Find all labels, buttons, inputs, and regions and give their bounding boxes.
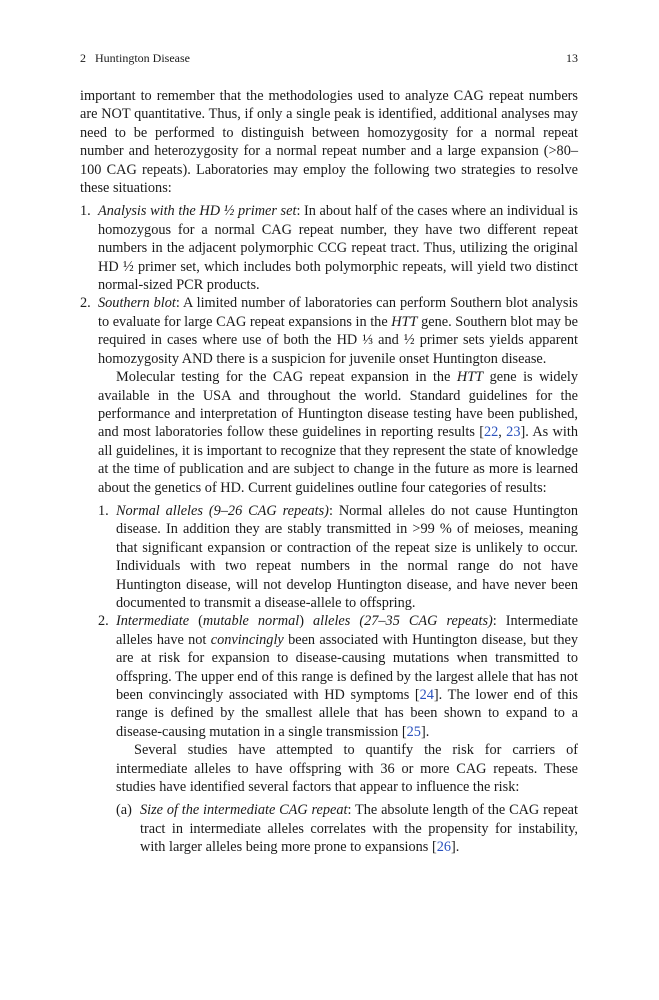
citation-link[interactable]: 23 [506,424,521,441]
list-marker: 1. [80,203,91,220]
strategy-text: : A limited number of laboratories can perform Southern blot analysis to evaluate for large CAG repeat expansions in the [98,295,578,330]
list-marker: (a) [116,802,132,819]
intro-paragraph: important to remember that the methodologies used to analyze CAG repeat numbers are NOT quantitative. Thus, if only a single peak is identified, additional analyses may need to be performed to distinguish between homozygosity for a normal repeat number and heterozygosity for a normal repeat number and a large expansion (>80–100 CAG repeats). Laboratories may employ the following two strategies to resolve these situations: [80,88,578,197]
citation-link[interactable]: 24 [419,687,434,703]
factor-title: Size of the intermediate CAG repeat [140,802,348,819]
body-text [80,87,578,857]
categories-list [80,502,578,741]
list-marker: 1. [98,502,109,519]
list-marker: 2. [98,613,109,630]
factor-item-a: (a) Size of the intermediate CAG repeat: The absolute length of the CAG repeat tract in intermediate alleles correlates with the propensity for instability, with larger alleles being more prone to expansions [26]. [116,802,578,856]
citation-link[interactable]: 26 [436,839,452,856]
category-item-1: 1. Normal alleles (9–26 CAG repeats): Normal alleles do not cause Huntington disease. In addition they are stably transmitted in >99 % of meioses, meaning that significant expansion or contraction of the repeat size is unlikely to occur. Individuals with two repeat numbers in the normal range do not have Huntington disease, will not develop Huntington disease, and have never been documented to transmit a disease-allele to offspring. [98,502,579,611]
molecular-paragraph: Molecular testing for the CAG repeat expansion in the HTT gene is widely available in the USA and throughout the world. Standard guidelines for the performance and interpretation of Huntington disease testing have been published, and most laboratories follow these guidelines in reporting results [22, 23]. As with all guidelines, it is important to recognize that they represent the state of knowledge at the time of publication and are subject to change in the future as more is learned about the genetics of HD. Current guidelines outline four categories of results: [98,369,578,496]
strategy-text: gene. Southern blot may be required in cases where use of both the HD ⅓ and ½ primer sets yields apparent homozygosity AND there is a suspicion for juvenile onset Huntington disease. [98,313,578,367]
strategy-item-1 [80,202,578,294]
strategy-item-2 [80,294,578,368]
category-item-2: 2. Intermediate (mutable normal) alleles (27–35 CAG repeats): Intermediate alleles have not convincingly been associated with Huntington disease, but they are at risk for expansion to disease-causing mutations when transmitted to offspring. The upper end of this range is defined by the largest allele that has not been convincingly associated with HD symptoms [24]. The lower end of this range is defined by the smallest allele that has been shown to expand to a disease-causing mutation in a single transmission [25]. [98,613,578,740]
gene-name: HTT [391,313,418,330]
category-title: Intermediate [116,613,190,630]
category-title: Normal alleles [116,502,203,519]
gene-name: HTT [456,369,484,386]
category-range: (27–35 CAG repeats) [359,613,493,630]
strategy-text: : In about half of the cases where an individual is homozygous for a normal CAG repeat number, they have two different repeat numbers in the adjacent polymorphic CCG repeat tract. Thus, utilizing the original HD ½ primer set, which includes both polymorphic repeats, will yield two distinct normal-sized PCR products. [98,203,578,294]
list-marker: 2. [80,295,91,312]
category-range: (9–26 CAG repeats) [208,502,329,519]
strategy-title: Analysis with the HD ½ primer set [98,203,297,220]
citation-link[interactable]: 25 [406,723,421,740]
strategy-title: Southern blot [98,295,176,312]
factors-list [80,801,578,856]
citation-link[interactable]: 22 [483,424,499,441]
chapter-title: 2 Huntington Disease [80,51,190,65]
page-number: 13 [566,51,578,65]
risk-paragraph: Several studies have attempted to quantify the risk for carriers of intermediate alleles to have offspring with 36 or more CAG repeats. These studies have identified several factors that appear to influence the risk: [116,742,578,796]
